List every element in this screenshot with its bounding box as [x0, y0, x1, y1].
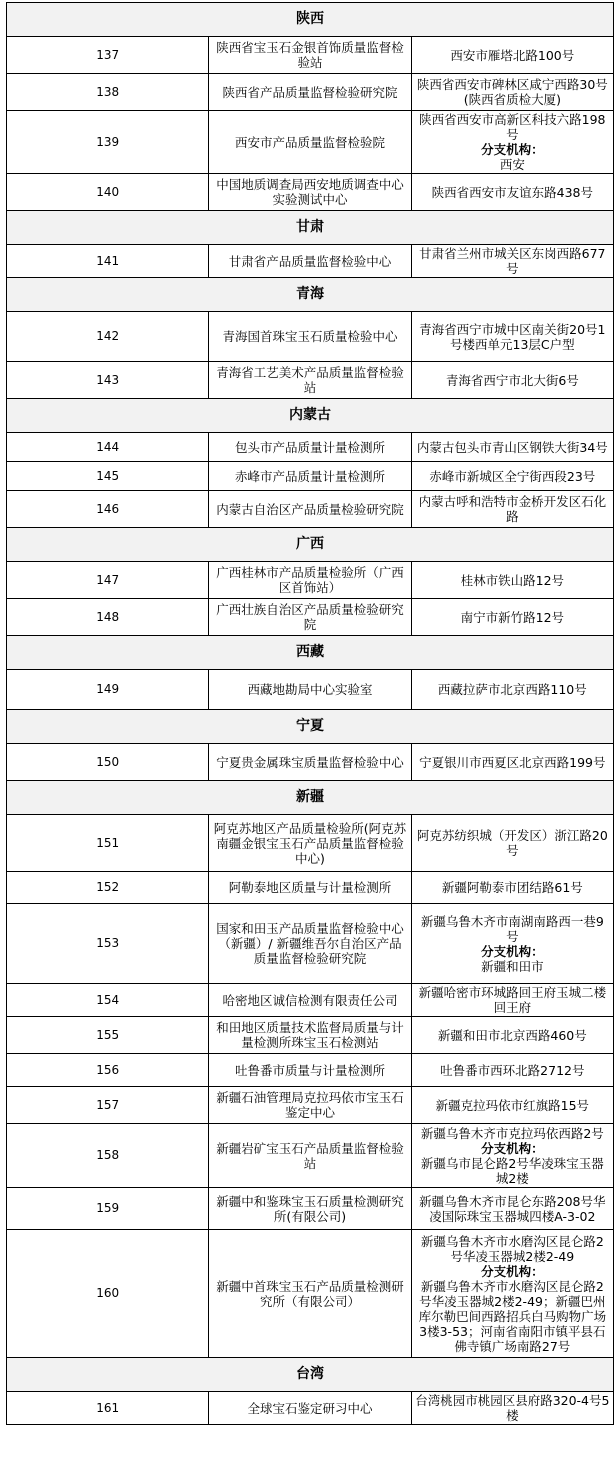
row-number: 153 — [7, 904, 209, 984]
region-name: 内蒙古 — [7, 399, 614, 433]
branch-address: 新疆和田市 — [481, 958, 544, 974]
table-row — [7, 491, 614, 528]
region-header-row — [7, 636, 614, 670]
address-cell: 青海省西宁市城中区南关街20号1号楼西单元13层C户型 — [411, 312, 613, 362]
address-cell — [411, 1124, 613, 1188]
table-row — [7, 1124, 614, 1188]
row-number: 142 — [7, 312, 209, 362]
row-number: 137 — [7, 37, 209, 74]
branch-address: 新疆乌鲁木齐市水磨沟区昆仑路2号华凌玉器城2楼2-49；新疆巴州库尔勒巴间西路招兵白马购物广场3楼3-53；河南省南阳市镇平县石佛寺镇广场南路27号 — [418, 1278, 607, 1354]
table-row — [7, 815, 614, 872]
address-cell: 吐鲁番市西环北路2712号 — [411, 1054, 613, 1087]
laboratory-table — [6, 2, 614, 1425]
branch-label: 分支机构： — [481, 1263, 544, 1279]
table-row — [7, 37, 614, 74]
row-number: 145 — [7, 462, 209, 491]
row-number: 152 — [7, 872, 209, 904]
row-number: 141 — [7, 245, 209, 278]
branch-label: 分支机构： — [481, 943, 544, 959]
address-cell: 内蒙古包头市青山区钢铁大街34号 — [411, 433, 613, 462]
region-name: 新疆 — [7, 781, 614, 815]
address-cell: 赤峰市新城区全宁街西段23号 — [411, 462, 613, 491]
institution-name: 赤峰市产品质量计量检测所 — [209, 462, 411, 491]
address-cell: 新疆克拉玛依市红旗路15号 — [411, 1087, 613, 1124]
row-number: 151 — [7, 815, 209, 872]
institution-name: 广西桂林市产品质量检验所（广西区首饰站） — [209, 562, 411, 599]
institution-name: 宁夏贵金属珠宝质量监督检验中心 — [209, 744, 411, 781]
table-row — [7, 174, 614, 211]
main-address: 新疆乌鲁木齐市南湖南路西一巷9号 — [420, 913, 604, 944]
row-number: 154 — [7, 984, 209, 1017]
table-row — [7, 904, 614, 984]
region-header-row — [7, 399, 614, 433]
institution-name: 阿克苏地区产品质量检验所(阿克苏南疆金银宝玉石产品质量监督检验中心) — [209, 815, 411, 872]
institution-name: 西安市产品质量监督检验院 — [209, 111, 411, 174]
address-cell: 阿克苏纺织城（开发区）浙江路20号 — [411, 815, 613, 872]
table-row — [7, 562, 614, 599]
row-number: 160 — [7, 1230, 209, 1358]
row-number: 143 — [7, 362, 209, 399]
branch-label: 分支机构： — [481, 142, 544, 157]
table-row — [7, 1188, 614, 1230]
institution-name: 新疆中和鉴珠宝玉石质量检测研究所(有限公司) — [209, 1188, 411, 1230]
region-name: 广西 — [7, 528, 614, 562]
address-cell: 青海省西宁市北大街6号 — [411, 362, 613, 399]
table-row — [7, 1087, 614, 1124]
address-cell: 陕西省西安市碑林区咸宁西路30号(陕西省质检大厦) — [411, 74, 613, 111]
institution-name: 阿勒泰地区质量与计量检测所 — [209, 872, 411, 904]
institution-name: 陕西省产品质量监督检验研究院 — [209, 74, 411, 111]
region-name: 甘肃 — [7, 211, 614, 245]
branch-address: 西安 — [499, 157, 525, 172]
institution-name: 青海省工艺美术产品质量监督检验站 — [209, 362, 411, 399]
row-number: 138 — [7, 74, 209, 111]
table-row — [7, 1392, 614, 1425]
address-cell: 西安市雁塔北路100号 — [411, 37, 613, 74]
address-cell: 新疆和田市北京西路460号 — [411, 1017, 613, 1054]
institution-name: 青海国首珠宝玉石质量检验中心 — [209, 312, 411, 362]
region-header-row — [7, 278, 614, 312]
institution-name: 新疆岩矿宝玉石产品质量监督检验站 — [209, 1124, 411, 1188]
address-cell: 南宁市新竹路12号 — [411, 599, 613, 636]
institution-name: 全球宝石鉴定研习中心 — [209, 1392, 411, 1425]
row-number: 158 — [7, 1124, 209, 1188]
table-row — [7, 1054, 614, 1087]
region-header-row — [7, 1358, 614, 1392]
table-row — [7, 1017, 614, 1054]
branch-label: 分支机构： — [481, 1140, 544, 1156]
institution-name: 哈密地区诚信检测有限责任公司 — [209, 984, 411, 1017]
address-cell: 宁夏银川市西夏区北京西路199号 — [411, 744, 613, 781]
address-cell: 西藏拉萨市北京西路110号 — [411, 670, 613, 710]
branch-address: 新疆乌市昆仑路2号华凌珠宝玉器城2楼 — [420, 1155, 604, 1186]
row-number: 146 — [7, 491, 209, 528]
row-number: 161 — [7, 1392, 209, 1425]
institution-name: 西藏地勘局中心实验室 — [209, 670, 411, 710]
row-number: 157 — [7, 1087, 209, 1124]
row-number: 150 — [7, 744, 209, 781]
address-cell: 内蒙古呼和浩特市金桥开发区石化路 — [411, 491, 613, 528]
institution-name: 国家和田玉产品质量监督检验中心（新疆）/ 新疆维吾尔自治区产品质量监督检验研究院 — [209, 904, 411, 984]
row-number: 155 — [7, 1017, 209, 1054]
address-cell: 陕西省西安市友谊东路438号 — [411, 174, 613, 211]
region-name: 陕西 — [7, 3, 614, 37]
table-row — [7, 362, 614, 399]
address-cell — [411, 1230, 613, 1358]
laboratory-table-body — [7, 3, 614, 1425]
address-cell: 甘肃省兰州市城关区东岗西路677号 — [411, 245, 613, 278]
address-cell: 新疆阿勒泰市团结路61号 — [411, 872, 613, 904]
region-name: 青海 — [7, 278, 614, 312]
row-number: 149 — [7, 670, 209, 710]
row-number: 144 — [7, 433, 209, 462]
address-cell: 桂林市铁山路12号 — [411, 562, 613, 599]
institution-name: 新疆石油管理局克拉玛依市宝玉石鉴定中心 — [209, 1087, 411, 1124]
table-row — [7, 111, 614, 174]
row-number: 148 — [7, 599, 209, 636]
region-name: 西藏 — [7, 636, 614, 670]
table-row — [7, 670, 614, 710]
table-row — [7, 1230, 614, 1358]
region-header-row — [7, 528, 614, 562]
table-row — [7, 245, 614, 278]
institution-name: 广西壮族自治区产品质量检验研究院 — [209, 599, 411, 636]
table-row — [7, 872, 614, 904]
region-header-row — [7, 781, 614, 815]
region-header-row — [7, 3, 614, 37]
table-row — [7, 433, 614, 462]
region-header-row — [7, 710, 614, 744]
table-row — [7, 984, 614, 1017]
region-name: 宁夏 — [7, 710, 614, 744]
row-number: 140 — [7, 174, 209, 211]
address-cell: 台湾桃园市桃园区县府路320-4号5楼 — [411, 1392, 613, 1425]
main-address: 新疆乌鲁木齐市水磨沟区昆仑路2号华凌玉器城2楼2-49 — [420, 1233, 604, 1264]
table-row — [7, 74, 614, 111]
institution-name: 甘肃省产品质量监督检验中心 — [209, 245, 411, 278]
address-cell — [411, 904, 613, 984]
main-address: 陕西省西安市高新区科技六路198号 — [419, 112, 606, 142]
address-cell — [411, 111, 613, 174]
institution-name: 新疆中首珠宝玉石产品质量检测研究所（有限公司） — [209, 1230, 411, 1358]
region-name: 台湾 — [7, 1358, 614, 1392]
row-number: 156 — [7, 1054, 209, 1087]
address-cell: 新疆哈密市环城路回王府玉城二楼回王府 — [411, 984, 613, 1017]
row-number: 147 — [7, 562, 209, 599]
institution-name: 中国地质调查局西安地质调查中心实验测试中心 — [209, 174, 411, 211]
table-row — [7, 599, 614, 636]
main-address: 新疆乌鲁木齐市克拉玛依西路2号 — [420, 1125, 604, 1141]
region-header-row — [7, 211, 614, 245]
row-number: 139 — [7, 111, 209, 174]
institution-name: 和田地区质量技术监督局质量与计量检测所珠宝玉石检测站 — [209, 1017, 411, 1054]
institution-name: 吐鲁番市质量与计量检测所 — [209, 1054, 411, 1087]
table-row — [7, 462, 614, 491]
table-row — [7, 744, 614, 781]
institution-name: 包头市产品质量计量检测所 — [209, 433, 411, 462]
address-cell: 新疆乌鲁木齐市昆仑东路208号华凌国际珠宝玉器城四楼A-3-02 — [411, 1188, 613, 1230]
table-row — [7, 312, 614, 362]
institution-name: 陕西省宝玉石金银首饰质量监督检验站 — [209, 37, 411, 74]
institution-name: 内蒙古自治区产品质量检验研究院 — [209, 491, 411, 528]
row-number: 159 — [7, 1188, 209, 1230]
